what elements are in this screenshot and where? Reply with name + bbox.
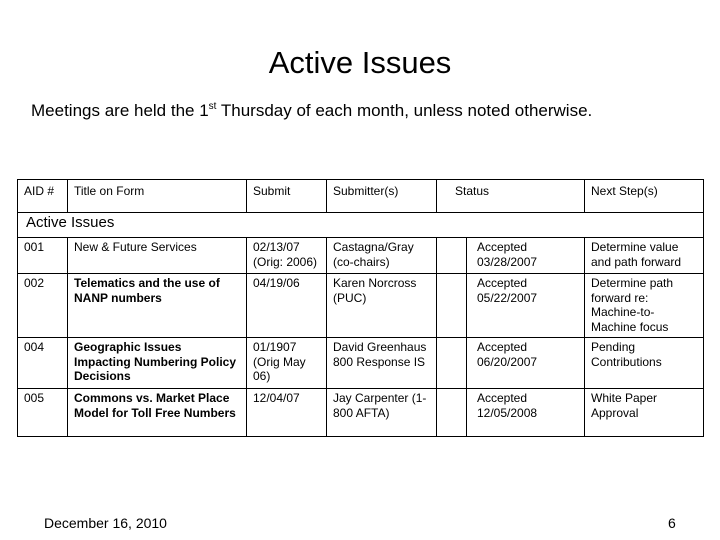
table-row	[18, 338, 704, 389]
table-header-row	[18, 180, 704, 213]
cell-status: Accepted 03/28/2007	[467, 238, 585, 274]
header-title: Title on Form	[68, 180, 247, 213]
cell-next-step: Determine path forward re: Machine-to-Machine focus	[585, 274, 704, 338]
header-submitters: Submitter(s)	[327, 180, 437, 213]
page-number: 6	[668, 515, 676, 531]
cell-next-step: Pending Contributions	[585, 338, 704, 389]
cell-spacer	[437, 274, 467, 338]
section-label: Active Issues	[18, 213, 704, 238]
header-aid: AID #	[18, 180, 68, 213]
issues-table	[17, 179, 704, 437]
cell-spacer	[437, 338, 467, 389]
cell-spacer	[437, 389, 467, 437]
cell-submit: 12/04/07	[247, 389, 327, 437]
table-row	[18, 274, 704, 338]
cell-spacer	[437, 238, 467, 274]
cell-status: Accepted 05/22/2007	[467, 274, 585, 338]
cell-title: Commons vs. Market Place Model for Toll Free Numbers	[68, 389, 247, 437]
cell-next-step: Determine value and path forward	[585, 238, 704, 274]
meeting-note-text: Meetings are held the 1	[31, 101, 209, 120]
cell-title: Geographic Issues Impacting Numbering Policy Decisions	[68, 338, 247, 389]
header-next-steps: Next Step(s)	[585, 180, 704, 213]
meeting-note-text-end: Thursday of each month, unless noted otherwise.	[216, 101, 593, 120]
cell-aid: 001	[18, 238, 68, 274]
cell-aid: 002	[18, 274, 68, 338]
cell-status: Accepted 12/05/2008	[467, 389, 585, 437]
header-submit: Submit	[247, 180, 327, 213]
cell-submit: 02/13/07 (Orig: 2006)	[247, 238, 327, 274]
cell-aid: 004	[18, 338, 68, 389]
cell-submit: 04/19/06	[247, 274, 327, 338]
meeting-note-superscript: st	[208, 101, 217, 112]
cell-submitter: Jay Carpenter (1-800 AFTA)	[327, 389, 437, 437]
section-row	[18, 213, 704, 238]
header-status: Status	[437, 180, 585, 213]
cell-submitter: Castagna/Gray (co-chairs)	[327, 238, 437, 274]
footer-date: December 16, 2010	[44, 515, 167, 531]
cell-status: Accepted 06/20/2007	[467, 338, 585, 389]
cell-submitter: David Greenhaus 800 Response IS	[327, 338, 437, 389]
cell-title: Telematics and the use of NANP numbers	[68, 274, 247, 338]
table-row	[18, 389, 704, 437]
cell-aid: 005	[18, 389, 68, 437]
cell-title: New & Future Services	[68, 238, 247, 274]
cell-submitter: Karen Norcross (PUC)	[327, 274, 437, 338]
cell-next-step: White Paper Approval	[585, 389, 704, 437]
cell-submit: 01/1907 (Orig May 06)	[247, 338, 327, 389]
page-title: Active Issues	[268, 45, 452, 80]
table-row	[18, 238, 704, 274]
meeting-note	[31, 101, 592, 121]
